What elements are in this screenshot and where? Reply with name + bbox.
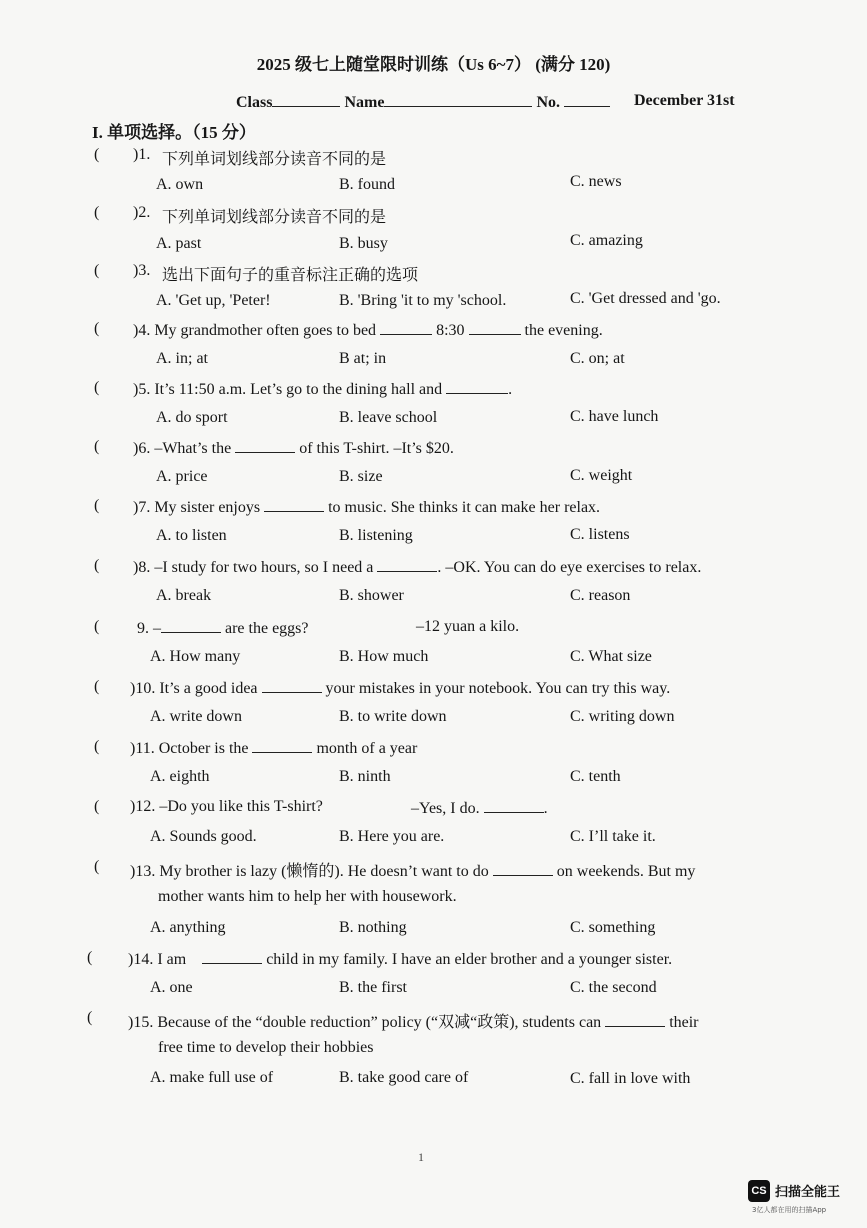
option-c: C. something bbox=[570, 919, 656, 936]
question-stem-line-2: free time to develop their hobbies bbox=[158, 1039, 374, 1056]
question-number: )15. bbox=[128, 1014, 154, 1031]
question-stem: – bbox=[153, 620, 161, 637]
question-stem-continued: your mistakes in your notebook. You can try this way. bbox=[325, 680, 671, 697]
option-c: C. listens bbox=[570, 526, 630, 543]
answer-blank[interactable] bbox=[377, 557, 437, 572]
answer-paren-left[interactable]: ( bbox=[94, 738, 100, 755]
answer-blank[interactable] bbox=[235, 438, 295, 453]
question-stem-continued: 8:30 bbox=[436, 322, 465, 339]
answer-paren-left[interactable]: ( bbox=[94, 438, 100, 455]
question-stem-end: . bbox=[508, 381, 513, 398]
option-a: A. How many bbox=[150, 648, 241, 665]
student-info-line bbox=[236, 92, 735, 112]
option-a: A. 'Get up, 'Peter! bbox=[156, 292, 271, 309]
option-c: C. tenth bbox=[570, 768, 621, 785]
option-b: B. nothing bbox=[339, 919, 407, 936]
option-a: A. anything bbox=[150, 919, 226, 936]
question-stem: It’s a good idea bbox=[159, 680, 258, 697]
question-stem: It’s 11:50 a.m. Let’s go to the dining hall and bbox=[154, 381, 443, 398]
option-a: A. Sounds good. bbox=[150, 828, 257, 845]
option-a: A. write down bbox=[150, 708, 242, 725]
option-a: A. own bbox=[156, 176, 204, 193]
option-b: B. found bbox=[339, 176, 395, 193]
answer-blank[interactable] bbox=[446, 379, 508, 394]
watermark-tagline: 3亿人都在用的扫描App bbox=[752, 1206, 827, 1214]
option-a: A. to listen bbox=[156, 527, 227, 544]
answer-paren-left[interactable]: ( bbox=[94, 204, 100, 221]
question-stem: I am bbox=[157, 951, 187, 968]
question-stem: My sister enjoys bbox=[154, 499, 261, 516]
option-b: B. size bbox=[339, 468, 383, 485]
option-c: C. the second bbox=[570, 979, 657, 996]
answer-blank[interactable] bbox=[202, 949, 262, 964]
question-number: 9. bbox=[137, 620, 149, 637]
question-number: )2. bbox=[133, 204, 151, 221]
class-blank[interactable] bbox=[272, 92, 340, 107]
answer-paren-left[interactable]: ( bbox=[94, 320, 100, 337]
question-stem-continued: their bbox=[669, 1014, 699, 1031]
camscanner-logo-icon: CS bbox=[748, 1180, 770, 1202]
watermark-brand: 扫描全能王 bbox=[775, 1185, 841, 1200]
answer-paren-left[interactable]: ( bbox=[94, 379, 100, 396]
answer-paren-left[interactable]: ( bbox=[94, 497, 100, 514]
question-stem: My brother is lazy (懒惰的). He doesn’t want to do bbox=[159, 863, 489, 880]
option-a: A. do sport bbox=[156, 409, 228, 426]
option-c: C. on; at bbox=[570, 350, 625, 367]
option-b: B. Here you are. bbox=[339, 828, 445, 845]
answer-blank[interactable] bbox=[380, 320, 432, 335]
question-stem-continued: on weekends. But my bbox=[556, 863, 696, 880]
option-b: B. the first bbox=[339, 979, 407, 996]
question-reply: –Yes, I do. bbox=[411, 800, 480, 817]
question-stem: 下列单词划线部分读音不同的是 bbox=[162, 209, 387, 226]
option-b: B. busy bbox=[339, 235, 388, 252]
option-a: A. price bbox=[156, 468, 208, 485]
option-c: C. weight bbox=[570, 467, 633, 484]
scanner-watermark bbox=[748, 1178, 860, 1218]
question-stem-continued: are the eggs? bbox=[225, 620, 309, 637]
option-a: A. make full use of bbox=[150, 1069, 274, 1086]
answer-paren-left[interactable]: ( bbox=[94, 262, 100, 279]
question-stem-end: the evening. bbox=[524, 322, 603, 339]
option-a: A. in; at bbox=[156, 350, 208, 367]
question-number: )13. bbox=[130, 863, 156, 880]
question-stem-continued: child in my family. I have an elder brother and a younger sister. bbox=[266, 951, 673, 968]
answer-paren-left[interactable]: ( bbox=[94, 146, 100, 163]
option-a: A. break bbox=[156, 587, 212, 604]
option-b: B. ninth bbox=[339, 768, 391, 785]
answer-blank[interactable] bbox=[264, 497, 324, 512]
answer-paren-left[interactable]: ( bbox=[87, 1009, 93, 1026]
question-reply: –12 yuan a kilo. bbox=[416, 618, 520, 635]
exam-date: December 31st bbox=[634, 92, 735, 109]
option-c: C. have lunch bbox=[570, 408, 659, 425]
option-c: C. 'Get dressed and 'go. bbox=[570, 290, 721, 307]
option-c: C. news bbox=[570, 173, 622, 190]
section-title: I. 单项选择。（15 分） bbox=[92, 123, 256, 142]
question-stem: Because of the “double reduction” policy (“双减“政策), students can bbox=[157, 1014, 602, 1031]
question-number: )4. bbox=[133, 322, 151, 339]
answer-blank[interactable] bbox=[252, 738, 312, 753]
answer-paren-left[interactable]: ( bbox=[94, 798, 100, 815]
answer-blank[interactable] bbox=[605, 1012, 665, 1027]
number-blank[interactable] bbox=[564, 92, 610, 107]
option-c: C. What size bbox=[570, 648, 652, 665]
question-stem: 选出下面句子的重音标注正确的选项 bbox=[162, 267, 419, 284]
question-stem: My grandmother often goes to bed bbox=[154, 322, 377, 339]
question-stem-end: . bbox=[543, 800, 548, 817]
question-number: )5. bbox=[133, 381, 151, 398]
question-number: )12. bbox=[130, 798, 156, 815]
option-b: B. to write down bbox=[339, 708, 447, 725]
answer-blank[interactable] bbox=[493, 861, 553, 876]
question-stem: –Do you like this T-shirt? bbox=[159, 798, 323, 815]
question-number: )14. bbox=[128, 951, 154, 968]
question-stem: October is the bbox=[158, 740, 249, 757]
class-label: Class bbox=[236, 94, 273, 111]
name-blank[interactable] bbox=[384, 92, 532, 107]
answer-paren-left[interactable]: ( bbox=[94, 678, 100, 695]
page-number: 1 bbox=[418, 1150, 424, 1164]
number-label: No. bbox=[536, 94, 560, 111]
option-b: B. listening bbox=[339, 527, 413, 544]
question-stem: –What’s the bbox=[154, 440, 232, 457]
question-stem-continued: month of a year bbox=[316, 740, 418, 757]
option-a: A. one bbox=[150, 979, 193, 996]
answer-paren-left[interactable]: ( bbox=[94, 858, 100, 875]
answer-paren-left[interactable]: ( bbox=[87, 949, 93, 966]
answer-blank[interactable] bbox=[161, 618, 221, 633]
option-a: A. past bbox=[156, 235, 202, 252]
answer-blank[interactable] bbox=[469, 320, 521, 335]
question-number: )11. bbox=[130, 740, 155, 757]
option-a: A. eighth bbox=[150, 768, 210, 785]
question-number: )10. bbox=[130, 680, 156, 697]
option-b: B. 'Bring 'it to my 'school. bbox=[339, 292, 507, 309]
question-stem: 下列单词划线部分读音不同的是 bbox=[162, 151, 387, 168]
question-stem-continued: . –OK. You can do eye exercises to relax. bbox=[437, 559, 702, 576]
option-b: B. shower bbox=[339, 587, 404, 604]
exam-title: 2025 级七上随堂限时训练（Us 6~7） (满分 120) bbox=[256, 55, 611, 74]
answer-blank[interactable] bbox=[262, 678, 322, 693]
option-c: C. I’ll take it. bbox=[570, 828, 656, 845]
question-stem-continued: of this T-shirt. –It’s $20. bbox=[299, 440, 454, 457]
option-b: B. How much bbox=[339, 648, 429, 665]
option-b: B. take good care of bbox=[339, 1069, 469, 1086]
option-c: C. fall in love with bbox=[570, 1070, 691, 1087]
option-b: B. leave school bbox=[339, 409, 438, 426]
option-c: C. amazing bbox=[570, 232, 643, 249]
name-label: Name bbox=[344, 94, 385, 111]
question-stem: –I study for two hours, so I need a bbox=[154, 559, 374, 576]
question-number: )8. bbox=[133, 559, 151, 576]
option-c: C. writing down bbox=[570, 708, 675, 725]
question-stem-continued: to music. She thinks it can make her relax. bbox=[328, 499, 601, 516]
question-number: )1. bbox=[133, 146, 151, 163]
question-number: )6. bbox=[133, 440, 151, 457]
question-number: )3. bbox=[133, 262, 151, 279]
answer-blank[interactable] bbox=[484, 798, 544, 813]
answer-paren-left[interactable]: ( bbox=[94, 557, 100, 574]
question-stem-line-2: mother wants him to help her with housework. bbox=[158, 888, 457, 905]
option-b: B at; in bbox=[339, 350, 387, 367]
option-c: C. reason bbox=[570, 587, 631, 604]
answer-paren-left[interactable]: ( bbox=[94, 618, 100, 635]
question-number: )7. bbox=[133, 499, 151, 516]
